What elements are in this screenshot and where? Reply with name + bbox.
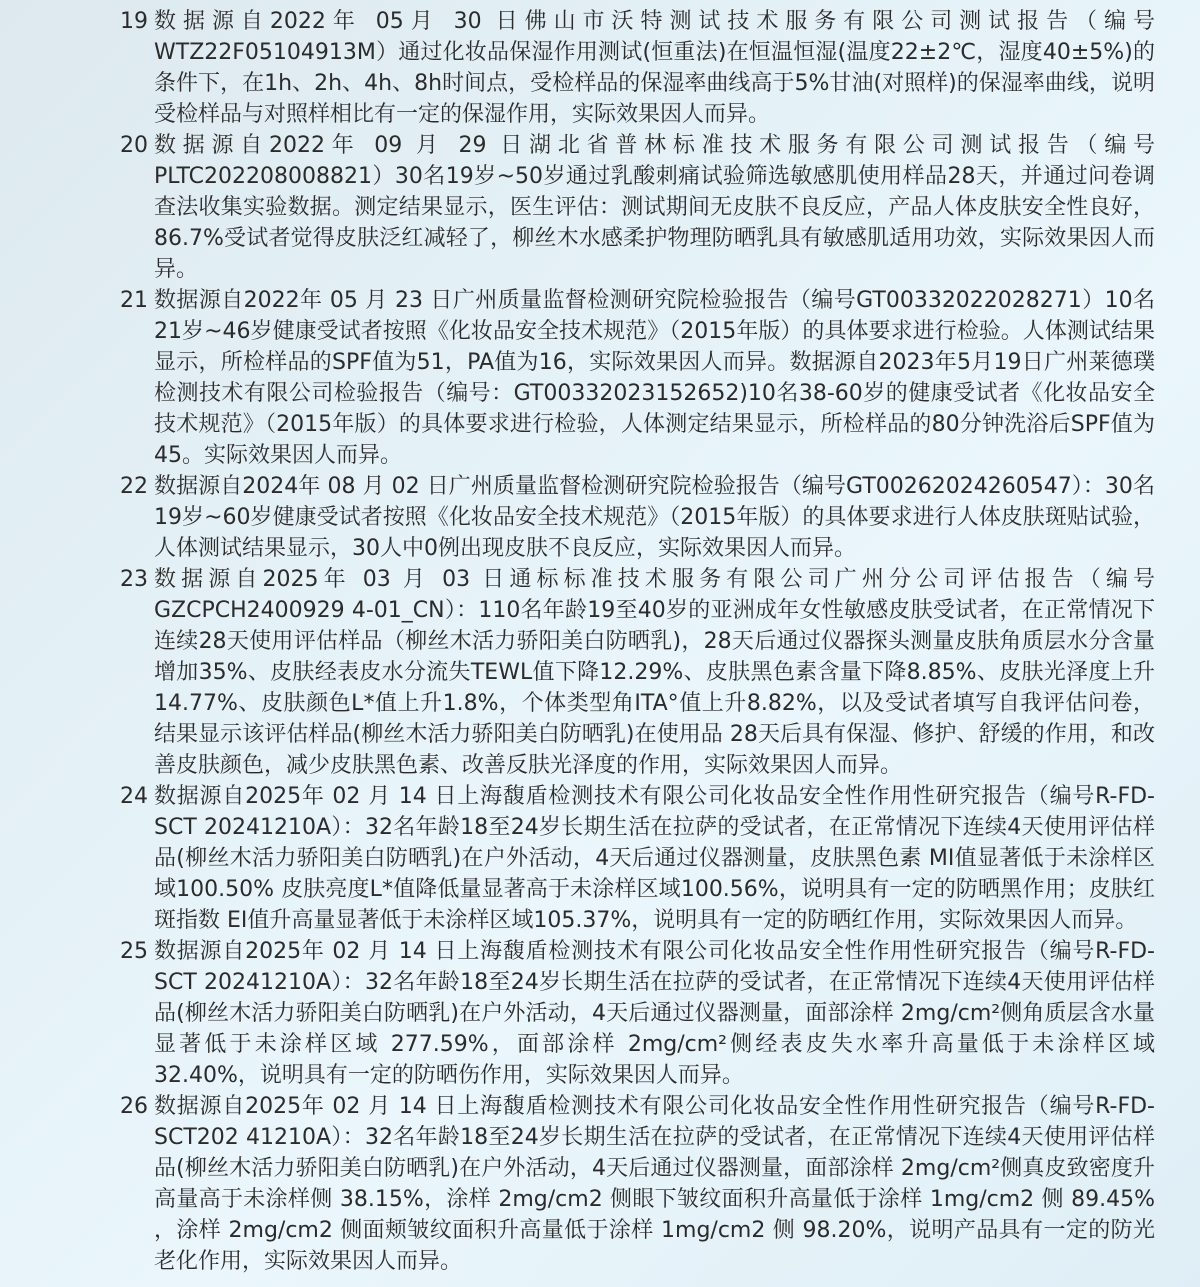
item-text: 数据源自2025年 02 月 14 日上海馥盾检测技术有限公司化妆品安全性作用性研究报告（编号R-FD-SCT202 41210A）：32名年龄18至24岁长期生活在拉萨的受试者，在正常情况下连续4天使用评估样品(柳丝木活力骄阳美白防晒乳)在户外活动，4天后通过仪器测量，面部涂样 2mg/cm²侧真皮致密度升高量高于未涂样侧 38.15%，涂样 2mg/cm2 侧眼下皱纹面积升高量低于涂样 1mg/cm2 侧 89.45% ，涂样 2mg/cm2 侧面颊皱纹面积升高量低于涂样 1mg/cm2 侧 98.20%，说明产品具有一定的防光老化作用，实际效果因人而异。: [154, 1094, 1155, 1274]
item-text: 数据源自2025年 02 月 14 日上海馥盾检测技术有限公司化妆品安全性作用性研究报告（编号R-FD-SCT 20241210A）：32名年龄18至24岁长期生活在拉萨的受试者，在正常情况下连续4天使用评估样品(柳丝木活力骄阳美白防晒乳)在户外活动，4天后通过仪器测量，面部涂样 2mg/cm²侧角质层含水量显著低于未涂样区域 277.59%，面部涂样 2mg/cm²侧经表皮失水率升高量低于未涂样区域 32.40%，说明具有一定的防晒伤作用，实际效果因人而异。: [154, 939, 1155, 1088]
list-item: [120, 781, 1155, 936]
item-number: 24: [120, 784, 148, 809]
item-text: 数据源自2022年 09 月 29 日湖北省普林标准技术服务有限公司测试报告（编号PLTC202208008821）30名19岁~50岁通过乳酸刺痛试验筛选敏感肌使用样品28天，并通过问卷调查法收集实验数据。测定结果显示，医生评估：测试期间无皮肤不良反应，产品人体皮肤安全性良好，86.7%受试者觉得皮肤泛红减轻了，柳丝木水感柔护物理防晒乳具有敏感肌适用功效，实际效果因人而异。: [154, 133, 1155, 282]
item-number: 19: [120, 9, 148, 34]
list-item: [120, 6, 1155, 130]
item-text: 数据源自2024年 08 月 02 日广州质量监督检测研究院检验报告（编号GT00262024260547）：30名19岁~60岁健康受试者按照《化妆品安全技术规范》（2015年版）的具体要求进行人体皮肤斑贴试验，人体测试结果显示，30人中0例出现皮肤不良反应，实际效果因人而异。: [154, 474, 1155, 561]
item-number: 23: [120, 567, 148, 592]
item-number: 21: [120, 288, 148, 313]
list-item: [120, 285, 1155, 471]
item-text: 数据源自2022年 05 月 23 日广州质量监督检测研究院检验报告（编号GT00332022028271）10名21岁~46岁健康受试者按照《化妆品安全技术规范》（2015年版）的具体要求进行检验。人体测试结果显示，所检样品的SPF值为51，PA值为16，实际效果因人而异。数据源自2023年5月19日广州莱德璞检测技术有限公司检验报告（编号：GT00332023152652)10名38-60岁的健康受试者《化妆品安全技术规范》（2015年版）的具体要求进行检验，人体测定结果显示，所检样品的80分钟洗浴后SPF值为45。实际效果因人而异。: [154, 288, 1155, 468]
item-number: 26: [120, 1094, 148, 1119]
item-text: 数据源自2025年 03 月 03 日通标标准技术服务有限公司广州分公司评估报告（编号GZCPCH2400929 4-01_CN）：110名年龄19至40岁的亚洲成年女性敏感皮肤受试者，在正常情况下连续28天使用评估样品（柳丝木活力骄阳美白防晒乳)，28天后通过仪器探头测量皮肤角质层水分含量增加35%、皮肤经表皮水分流失TEWL值下降12.29%、皮肤黑色素含量下降8.85%、皮肤光泽度上升14.77%、皮肤颜色L*值上升1.8%，个体类型角ITA°值上升8.82%，以及受试者填写自我评估问卷，结果显示该评估样品(柳丝木活力骄阳美白防晒乳)在使用品 28天后具有保湿、修护、舒缓的作用，和改善皮肤颜色，减少皮肤黑色素、改善反肤光泽度的作用，实际效果因人而异。: [154, 567, 1155, 778]
item-text: 数据源自2025年 02 月 14 日上海馥盾检测技术有限公司化妆品安全性作用性研究报告（编号R-FD-SCT 20241210A）：32名年龄18至24岁长期生活在拉萨的受试者，在正常情况下连续4天使用评估样品(柳丝木活力骄阳美白防晒乳)在户外活动，4天后通过仪器测量，皮肤黑色素 MI值显著低于未涂样区域100.50% 皮肤亮度L*值降低量显著高于未涂样区域100.56%，说明具有一定的防晒黑作用；皮肤红斑指数 EI值升高量显著低于未涂样区域105.37%，说明具有一定的防晒红作用，实际效果因人而异。: [154, 784, 1155, 933]
item-number: 20: [120, 133, 148, 158]
item-text: 数据源自2022年 05月 30 日佛山市沃特测试技术服务有限公司测试报告（编号WTZ22F05104913M）通过化妆品保湿作用测试(恒重法)在恒温恒湿(温度22±2℃，湿度40±5%)的条件下，在1h、2h、4h、8h时间点，受检样品的保湿率曲线高于5%甘油(对照样)的保湿率曲线，说明受检样品与对照样相比有一定的保湿作用，实际效果因人而异。: [154, 9, 1155, 127]
list-item: [120, 1091, 1155, 1277]
item-number: 25: [120, 939, 148, 964]
item-number: 22: [120, 474, 148, 499]
list-item: [120, 936, 1155, 1091]
list-item: [120, 130, 1155, 285]
list-item: [120, 564, 1155, 781]
list-item: [120, 471, 1155, 564]
